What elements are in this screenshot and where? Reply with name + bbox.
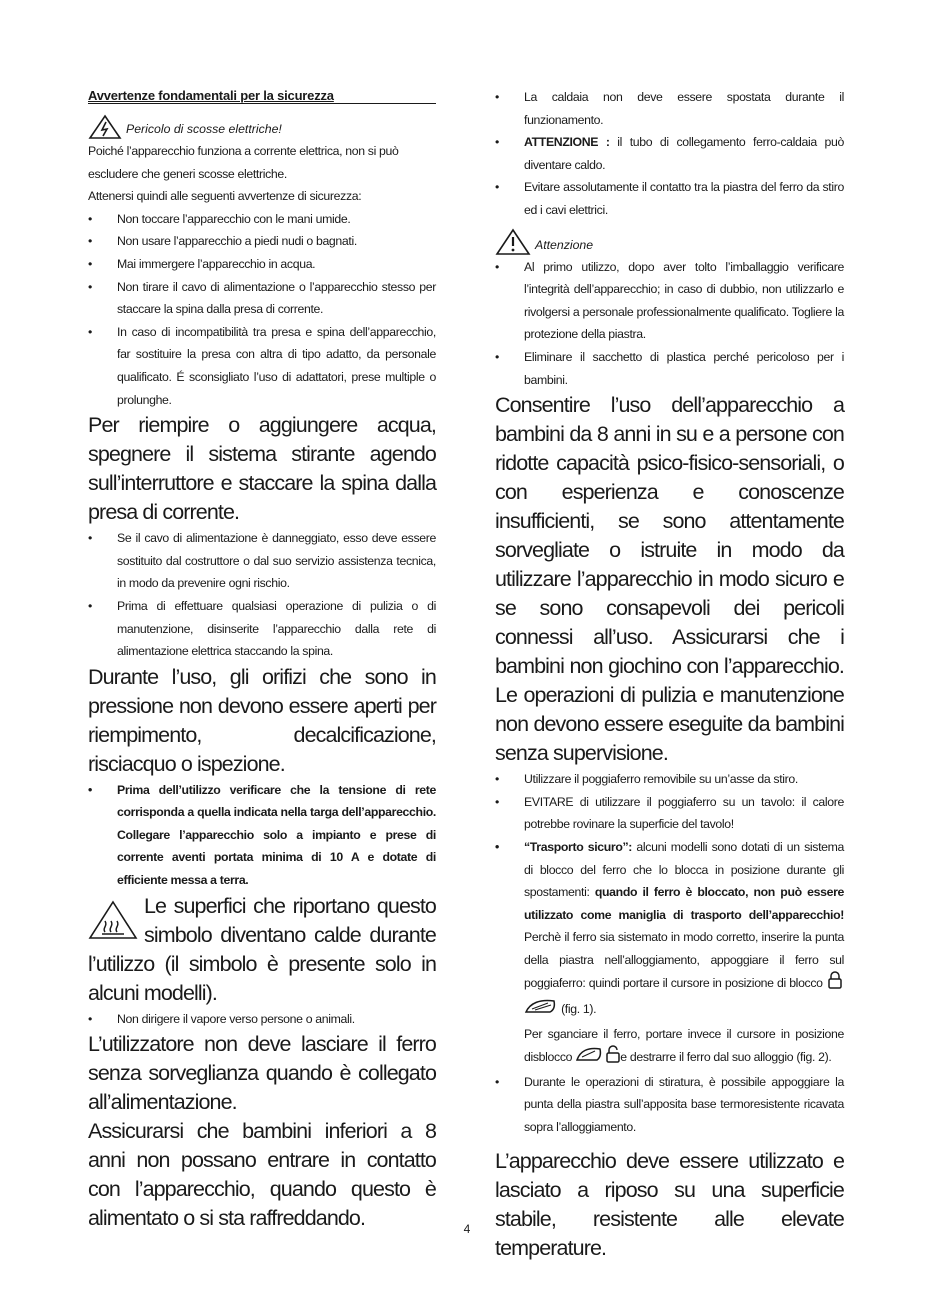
shock-warning bbox=[88, 114, 436, 140]
padlock-closed-icon bbox=[826, 971, 844, 997]
shock-warning-text: Pericolo di scosse elettriche! bbox=[126, 122, 282, 136]
right-column bbox=[495, 86, 844, 1263]
list-item: • Durante le operazioni di stiratura, è possibile appoggiare la punta della piastra sull’apposita base termoresistente ricavata sopra l’alloggiamento. bbox=[495, 1074, 844, 1135]
list-item: • ATTENZIONE : il tubo di collegamento ferro-caldaia può diventare caldo. bbox=[495, 135, 844, 172]
list-item: • Mai immergere l’apparecchio in acqua. bbox=[88, 256, 316, 271]
safety-list-1 bbox=[88, 208, 436, 411]
big-warning-4: L’utilizzatore non deve lasciare il ferro senza sorveglianza quando è collegato all’alimentazione. bbox=[88, 1032, 436, 1115]
iron-icon bbox=[575, 1045, 603, 1071]
list-item: • Eliminare il sacchetto di plastica perché pericoloso per i bambini. bbox=[495, 349, 844, 387]
list-item: • Prima dell’utilizzo verificare che la tensione di rete corrisponda a quella indicata nella targa dell’apparecchio. Collegare l’apparecchio solo a impianto e prese di corrente aventi portata minima di 10 A e dotate di efficiente messa a terra. bbox=[88, 782, 436, 888]
list-item: • Evitare assolutamente il contatto tra la piastra del ferro da stiro ed i cavi elettrici. bbox=[495, 180, 844, 217]
big-warning-1: Per riempire o aggiungere acqua, spegnere il sistema stirante agendo sull’interruttore e staccare la spina dalla presa di corrente. bbox=[88, 413, 436, 525]
padlock-open-icon bbox=[606, 1045, 620, 1071]
stable-surface-warning: L’apparecchio deve essere utilizzato e lasciato a riposo su una superficie stabile, resistente alle elevate temperature. bbox=[495, 1148, 844, 1260]
attention-text: Attenzione bbox=[535, 237, 594, 252]
intro-paragraph-2: Attenersi quindi alle seguenti avvertenze di sicurezza: bbox=[88, 189, 362, 204]
iron-icon bbox=[524, 997, 558, 1023]
electric-shock-warning-icon bbox=[88, 114, 122, 140]
list-item: • Al primo utilizzo, dopo aver tolto l’imballaggio verificare l’integrità dell’apparecchio; in caso di dubbio, non utilizzarlo e rivolgersi a personale professionalmente qualificato. Togliere la protezione della piastra. bbox=[495, 259, 844, 342]
attention-warning bbox=[495, 228, 844, 256]
list-item: • Non dirigere il vapore verso persone o animali. bbox=[88, 1011, 355, 1026]
list-item: • Non toccare l’apparecchio con le mani umide. bbox=[88, 211, 351, 226]
list-item: • Non tirare il cavo di alimentazione o l’apparecchio stesso per staccare la spina dalla presa di corrente. bbox=[88, 279, 436, 317]
section-heading: Avvertenze fondamentali per la sicurezza bbox=[88, 88, 436, 104]
big-warning-3: Le superfici che riportano questo simbolo diventano calde durante l’utilizzo (il simbolo è presente solo in alcuni modelli). bbox=[88, 893, 436, 1005]
intro-paragraph: Poiché l’apparecchio funziona a corrente elettrica, non si può escludere che generi scosse elettriche. bbox=[88, 144, 399, 181]
list-item: • Utilizzare il poggiaferro removibile su un’asse da stiro. bbox=[495, 772, 798, 787]
steam-list bbox=[88, 1008, 436, 1031]
left-column bbox=[88, 86, 436, 1233]
big-warning-5: Assicurarsi che bambini inferiori a 8 anni non possano entrare in contatto con l’apparecchio, quando questo è alimentato o si sta raffreddando. bbox=[88, 1119, 436, 1231]
hot-surface-icon bbox=[88, 900, 138, 945]
attention-list bbox=[495, 256, 844, 392]
hot-surface-block bbox=[88, 892, 436, 1008]
big-warning-2: Durante l’uso, gli orifizi che sono in pressione non devono essere aperti per riempimento, decalcificazione, risciacquo o ispezione. bbox=[88, 664, 436, 776]
list-item: • La caldaia non deve essere spostata durante il funzionamento. bbox=[495, 90, 844, 127]
iron-rest-list bbox=[495, 768, 844, 1139]
list-item: • “Trasporto sicuro”: alcuni modelli sono dotati di un sistema di blocco del ferro che lo blocca in posizione durante gli spostamenti: quando il ferro è bloccato, non può essere utilizzato come maniglia di trasporto dell’apparecchio! Perchè il ferro sia sistemato in modo corretto, inserire la punta della piastra nell’alloggiamento, appoggiare il ferro sul poggiaferro: quindi portare il cursore in posizione di blocco (fig. 1). Per sganciare il ferro, portare invece il cursore in posizione disblocco e destrarre il ferro dal suo alloggio (fig. 2). bbox=[495, 836, 844, 1071]
boiler-list bbox=[495, 86, 844, 222]
page-number: 4 bbox=[463, 1222, 471, 1236]
list-item: • Prima di effettuare qualsiasi operazione di pulizia o di manutenzione, disinserite l’apparecchio dalla rete di alimentazione elettrica staccando la spina. bbox=[88, 598, 436, 659]
list-item: • Se il cavo di alimentazione è danneggiato, esso deve essere sostituito dal costruttore o dal suo servizio assistenza tecnica, in modo da prevenire ogni rischio. bbox=[88, 531, 436, 591]
list-item: • In caso di incompatibilità tra presa e spina dell’apparecchio, far sostituire la presa con altra di tipo adatto, da personale qualificato. É sconsigliato l’uso di adattatori, prese multiple o prolunghe. bbox=[88, 324, 436, 407]
list-item: • EVITARE di utilizzare il poggiaferro su un tavolo: il calore potrebbe rovinare la superficie del tavolo! bbox=[495, 794, 844, 832]
list-item: • Non usare l’apparecchio a piedi nudi o bagnati. bbox=[88, 234, 357, 249]
safety-list-2 bbox=[88, 527, 436, 663]
attention-warning-icon bbox=[495, 228, 531, 256]
voltage-list bbox=[88, 779, 436, 892]
children-warning: Consentire l’uso dell’apparecchio a bambini da 8 anni in su e a persone con ridotte capacità psico-fisico-sensoriali, o con esperienza e conoscenze insufficienti, se sono attentamente sorvegliate o istruite in modo da utilizzare l’apparecchio in modo sicuro e se sono consapevoli dei pericoli connessi all’uso. Assicurarsi che i bambini non giochino con l’apparecchio. Le operazioni di pulizia e manutenzione non devono essere eseguite da bambini senza supervisione. bbox=[495, 393, 844, 766]
